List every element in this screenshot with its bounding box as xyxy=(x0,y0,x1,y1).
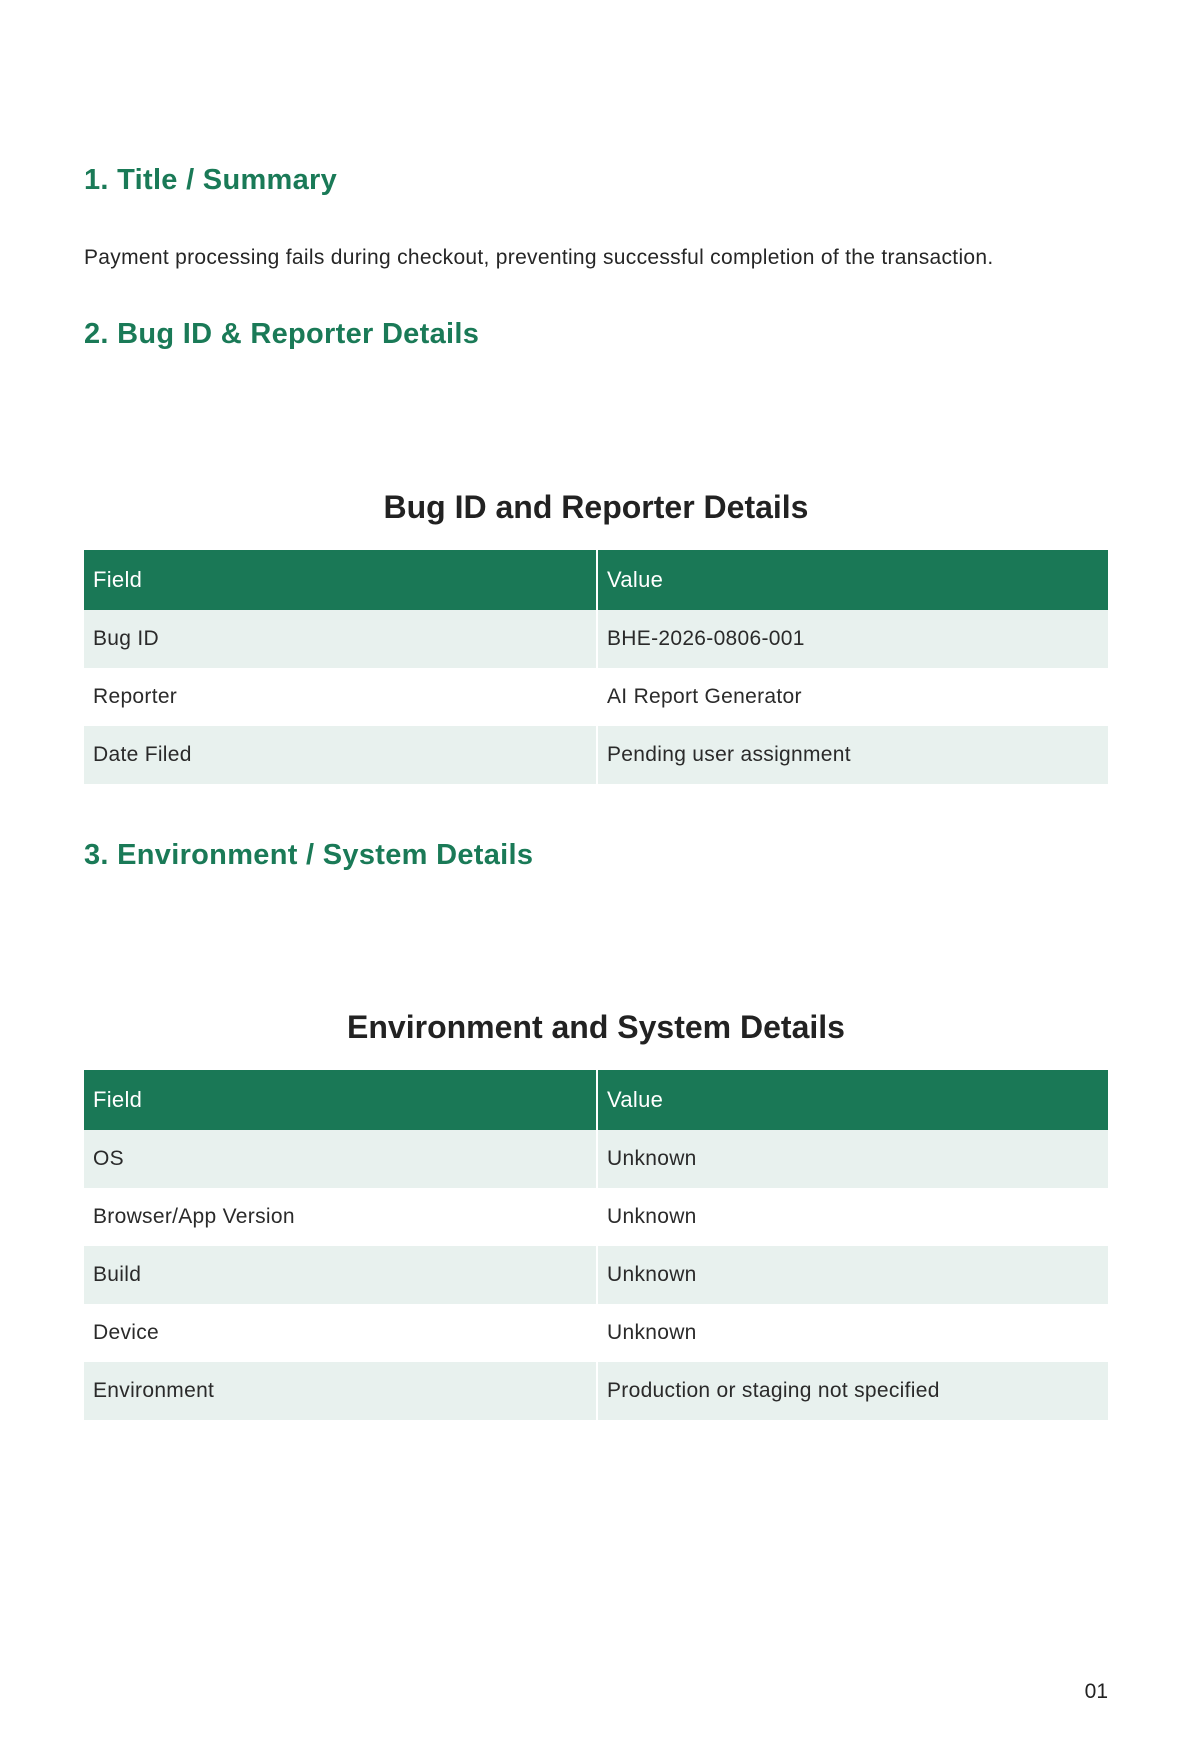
value-cell: Production or staging not specified xyxy=(598,1362,1108,1420)
section-heading-title-summary: 1. Title / Summary xyxy=(84,164,338,196)
field-cell: Environment xyxy=(84,1362,598,1420)
value-cell: Unknown xyxy=(598,1304,1108,1362)
page-number: 01 xyxy=(1084,1680,1108,1703)
environment-details-table xyxy=(84,1070,1108,1420)
header-cell-field: Field xyxy=(84,1070,598,1130)
field-cell: Reporter xyxy=(84,668,598,726)
table-row xyxy=(84,610,1108,668)
field-cell: Build xyxy=(84,1246,598,1304)
field-cell: Bug ID xyxy=(84,610,598,668)
value-cell: Pending user assignment xyxy=(598,726,1108,784)
table-row xyxy=(84,1246,1108,1304)
table-row xyxy=(84,726,1108,784)
field-cell: OS xyxy=(84,1130,598,1188)
table-row xyxy=(84,1130,1108,1188)
table-header-row xyxy=(84,1070,1108,1130)
header-cell-value: Value xyxy=(598,1070,1108,1130)
value-cell: Unknown xyxy=(598,1130,1108,1188)
bug-table-title: Bug ID and Reporter Details xyxy=(383,489,809,525)
table-header-row xyxy=(84,550,1108,610)
value-cell: Unknown xyxy=(598,1246,1108,1304)
value-cell: BHE-2026-0806-001 xyxy=(598,610,1108,668)
env-table-title: Environment and System Details xyxy=(347,1009,845,1045)
bug-details-table xyxy=(84,550,1108,784)
header-cell-field: Field xyxy=(84,550,598,610)
table-row xyxy=(84,1362,1108,1420)
table-row xyxy=(84,668,1108,726)
section-heading-bug-id: 2. Bug ID & Reporter Details xyxy=(84,318,480,350)
table-row xyxy=(84,1188,1108,1246)
value-cell: Unknown xyxy=(598,1188,1108,1246)
field-cell: Device xyxy=(84,1304,598,1362)
summary-text: Payment processing fails during checkout, preventing successful completion of the transaction. xyxy=(84,246,994,269)
value-cell: AI Report Generator xyxy=(598,668,1108,726)
field-cell: Browser/App Version xyxy=(84,1188,598,1246)
header-cell-value: Value xyxy=(598,550,1108,610)
section-heading-environment: 3. Environment / System Details xyxy=(84,839,534,871)
table-row xyxy=(84,1304,1108,1362)
field-cell: Date Filed xyxy=(84,726,598,784)
